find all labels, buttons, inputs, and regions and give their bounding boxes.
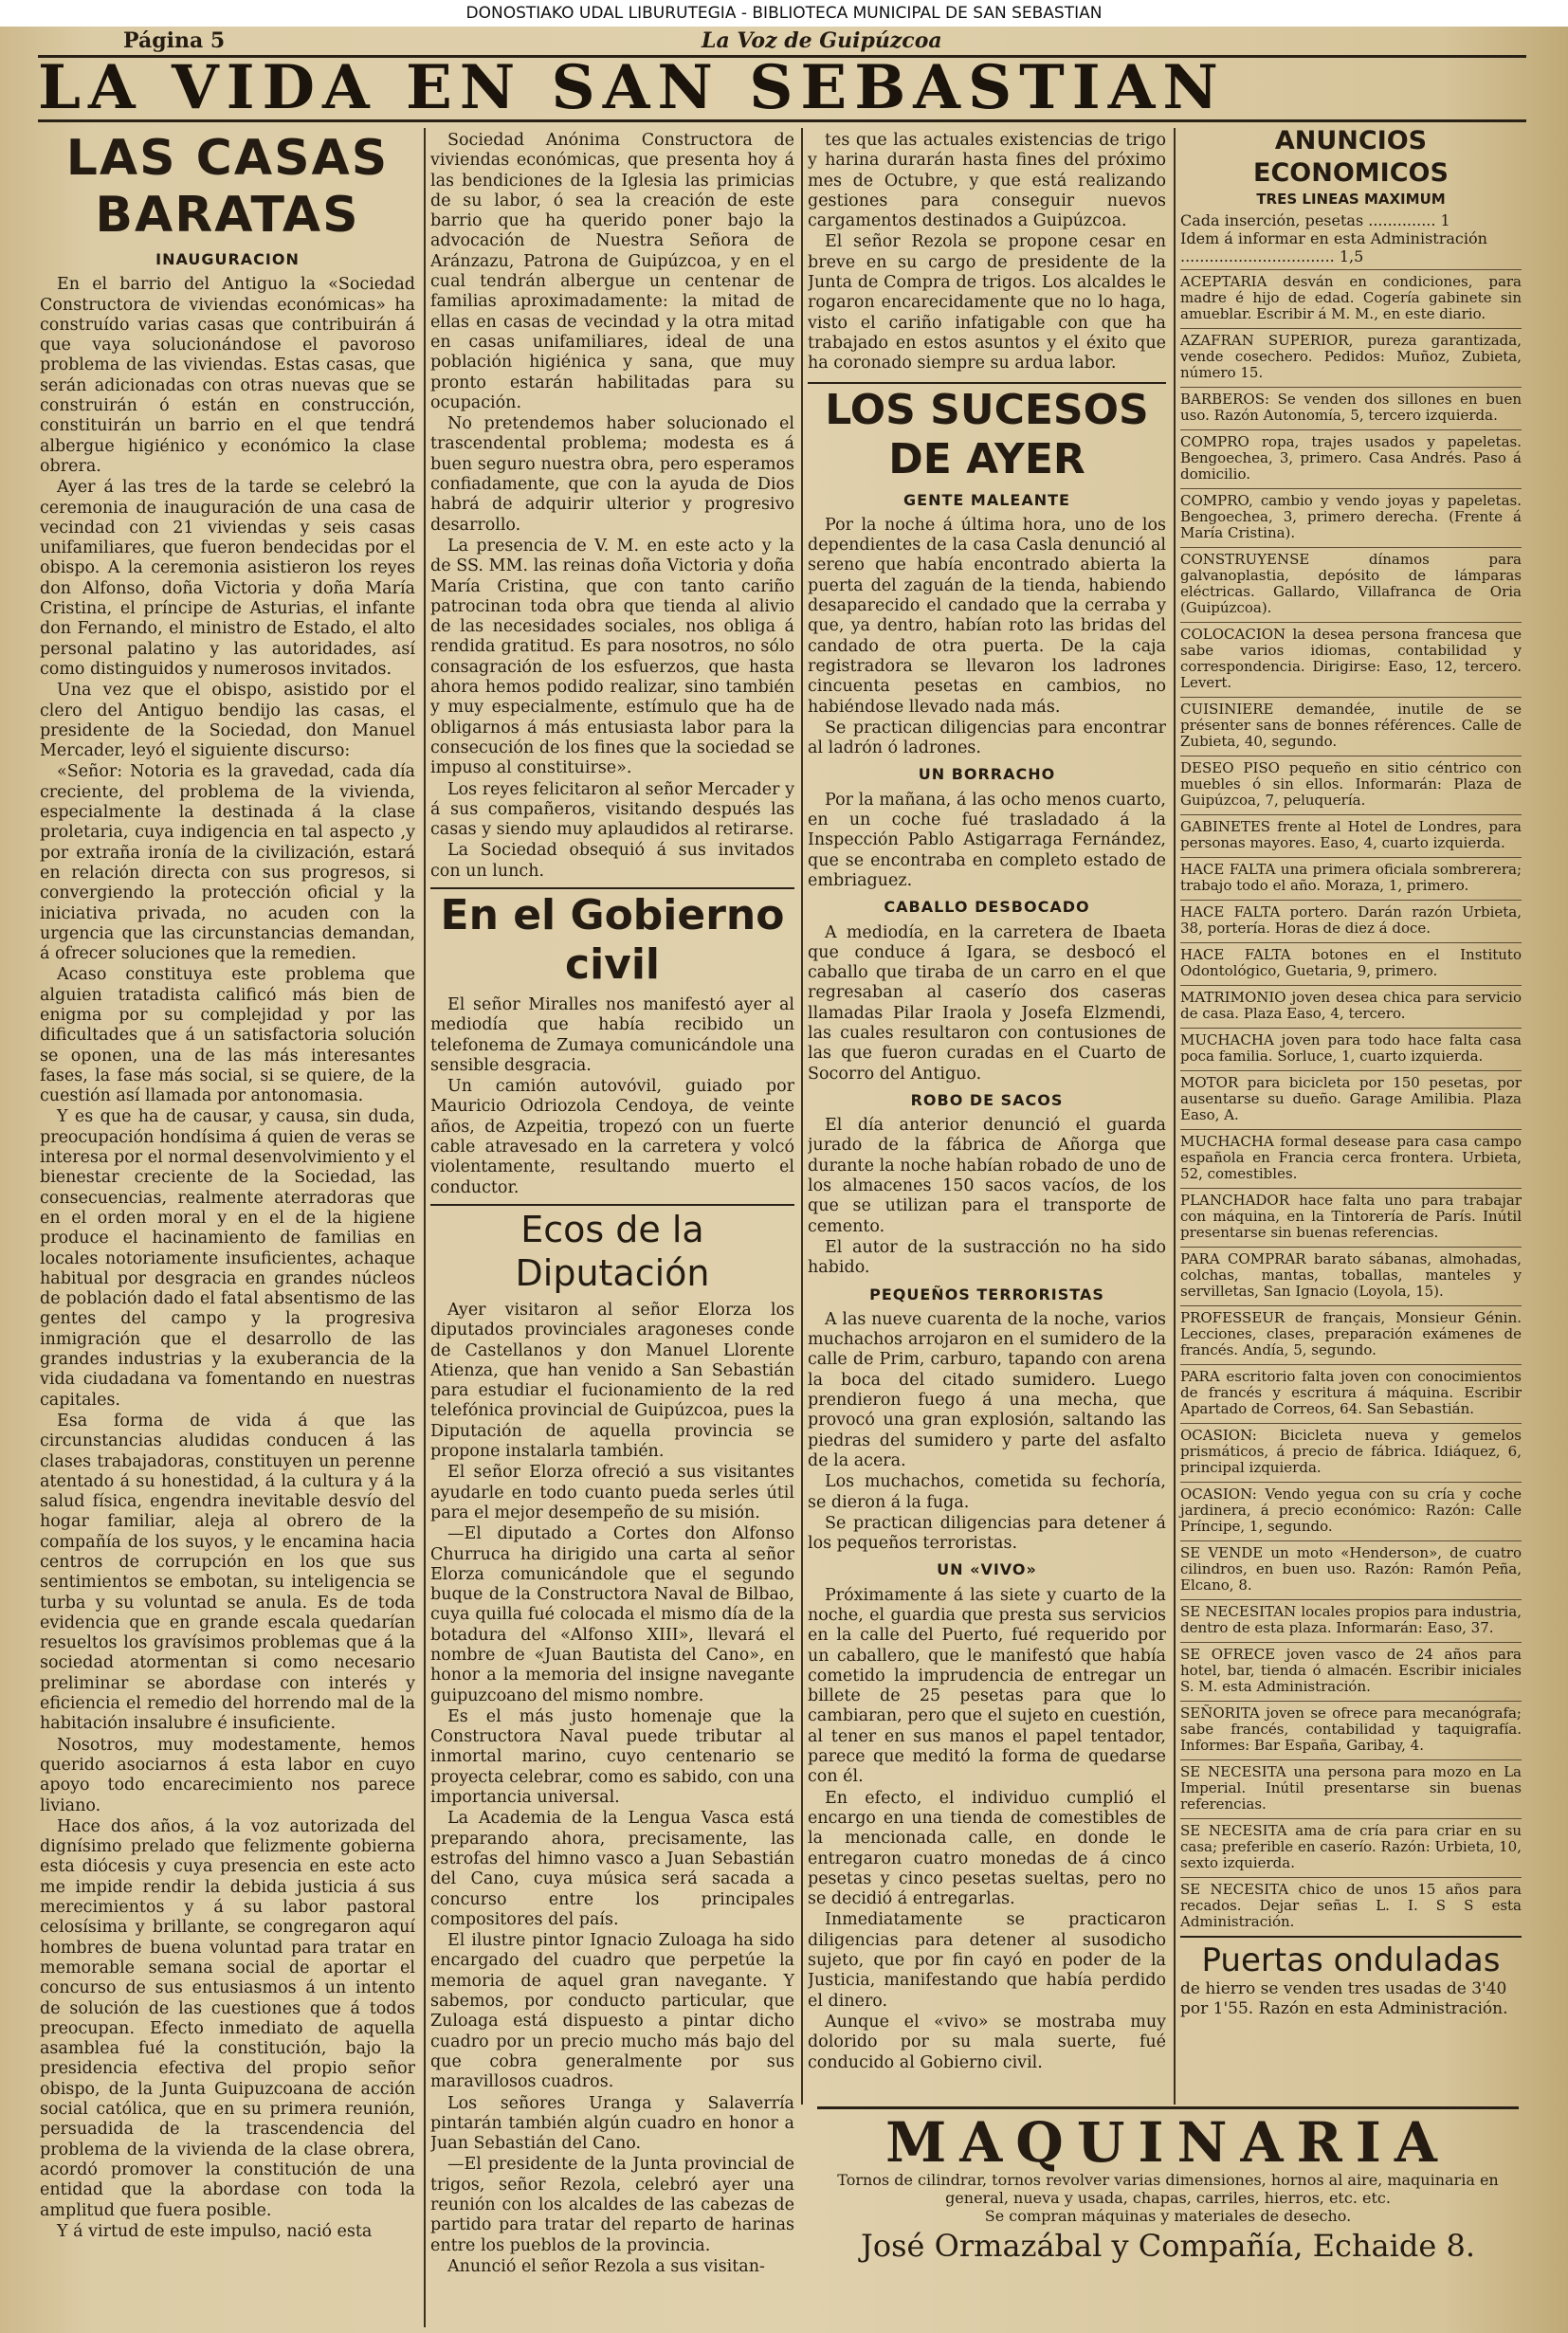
classified-ad: SE NECESITAN locales propios para industria, dentro de esta plaza. Informarán: Easo, 37. [1180,1599,1522,1640]
article-paragraph: El señor Rezola se propone cesar en breve en su cargo de presidente de la Junta de Compra de trigos. Los alcaldes le rogaron encarecidamente que no lo haga, visto el cariño infatigable con que ha trabajado en estos asuntos y el éxito que ha coronado siempre su ardua labor. [808,232,1166,374]
classified-ad: MUCHACHA formal desease para casa campo española en Francia cerca frontera. Urbieta, 52, comestibles. [1180,1129,1522,1186]
suceso-heading: CABALLO DESBOCADO [884,898,1090,917]
article-paragraph: Por la mañana, á las ocho menos cuarto, en un coche fué trasladado á la Inspección Pablo Astigarraga Fernández, que se encontraba en completo estado de embriaguez. [808,790,1166,890]
article-paragraph: Se practican diligencias para detener á los pequeños terroristas. [808,1513,1166,1554]
classified-ad: SEÑORITA joven se ofrece para mecanógrafa; sabe francés, contabilidad y taquigrafía. Informes: Bar España, Garibay, 4. [1180,1701,1522,1758]
classified-ad: COLOCACION la desea persona francesa que sabe varios idiomas, contabilidad y correspondencia. Dirigirse: Easo, 12, tercero. Levert. [1180,622,1522,695]
classified-ad: SE OFRECE joven vasco de 24 años para hotel, bar, tienda ó almacén. Escribir iniciales S. M. esta Administración. [1180,1642,1522,1699]
article-paragraph: A las nueve cuarenta de la noche, varios muchachos arrojaron en el sumidero de la calle de Prim, carburo, tapando con arena la boca del citado sumidero. Luego prendieron fuego á una mecha, que provocó una gran explosión, saltando las piedras del sumidero y parte del asfalto de la acera. [808,1309,1166,1470]
maquinaria-ad [817,2110,1519,2267]
article-paragraph: Próximamente á las siete y cuarto de la noche, el guardia que presta sus servicios en la calle del Puerto, fué requerido por un caballero, que le manifestó que había cometido la imprudencia de entregar un billete de 25 pesetas para que lo cambiaran, pero que el sujeto en cuestión, al tener en sus manos el papel tentador, parece que meditó la forma de quedarse con él. [808,1585,1166,1787]
article-paragraph: La Academia de la Lengua Vasca está preparando ahora, precisamente, las estrofas del himno vasco a Juan Sebastián del Cano, cuya música será sacada a concurso entre los principales compositores del país. [430,1809,794,1929]
classified-ad: PROFESSEUR de français, Monsieur Génin. Lecciones, clases, preparación exámenes de francés. Andía, 5, segundo. [1180,1305,1522,1362]
column-3 [808,131,1166,2107]
maquinaria-text-2: Se compran máquinas y materiales de desecho. [984,2207,1352,2225]
article-paragraph: El señor Miralles nos manifestó ayer al mediodía que había recibido un telefonema de Zumaya comunicándole una sensible desgracia. [430,994,794,1075]
article-paragraph: Nosotros, muy modestamente, hemos querido asociarnos á esta labor en cuyo apoyo todo encarecimiento nos parece liviano. [40,1735,415,1815]
classified-ad: AZAFRAN SUPERIOR, pureza garantizada, vende cosechero. Pedidos: Muñoz, Zubieta, número 15. [1180,328,1522,385]
article-paragraph: El día anterior denunció el guarda jurado de la fábrica de Añorga que durante la noche habían robado de uno de los almacenes 150 sacos vacíos, de los que se utilizan para el transporte de cemento. [808,1116,1166,1236]
article-paragraph: Esa forma de vida á que las circunstancias aludidas conducen á las clases trabajadoras, constituyen un perenne atentado á su honestidad, á la cultura y á la salud física, engendra inevitable desvío del hogar familiar, aleja al obrero de la compañía de los suyos, y le encamina hacia centros de corrupción en los que sus sentimientos se embotan, su inteligencia se turba y su voluntad se anula. Es de toda evidencia que en grande escala quedarían resueltos los gravísimos problemas que á la sociedad atormentan si como necesario preliminar se abordase con interés y eficiencia el remedio del horrendo mal de la habitación insalubre é insuficiente. [40,1411,415,1734]
article-paragraph: Un camión autovóvil, guiado por Mauricio Odriozola Cendoya, de veinte años, de Azpeitia, tropezó con un fuerte cable atravesado en la carretera y volcó violentamente, resultando muerto el conductor. [430,1077,794,1197]
suceso-heading: UN «VIVO» [937,1560,1037,1579]
maquinaria-firm: José Ormazábal y Compañía, Echaide 8. [861,2228,1475,2264]
page-header [38,28,1545,53]
header-rule [38,55,1526,58]
classified-ad: MOTOR para bicicleta por 150 pesetas, por ausentarse su dueño. Garage Amilibia. Plaza Easo, A. [1180,1070,1522,1127]
classified-ad: SE NECESITA ama de cría para criar en su casa; preferible en caserío. Razón: Urbieta, 10, sexto izquierda. [1180,1818,1522,1875]
article-paragraph: Una vez que el obispo, asistido por el clero del Antiguo bendijo las casas, el presidente de la Sociedad, don Manuel Mercader, leyó el siguiente discurso: [40,681,415,761]
classified-ads [1180,125,1522,2019]
article-paragraph: —El presidente de la Junta provincial de trigos, señor Rezola, celebró ayer una reunión con los alcaldes de las cabezas de partido para tratar del reparto de harinas entre los pueblos de la provincia. [430,2155,794,2255]
suceso-heading: ROBO DE SACOS [910,1090,1064,1109]
article-paragraph: tes que las actuales existencias de trigo y harina durarán hasta fines del próximo mes de Octubre, y que está realizando gestiones para conseguir nuevos cargamentos destinados a Guipúzcoa. [808,131,1166,231]
classified-ad: COMPRO ropa, trajes usados y papeletas. Bengoechea, 3, primero. Casa Andrés. Paso á domicilio. [1180,429,1522,486]
section-masthead: LA VIDA EN SAN SEBASTIAN [38,59,1226,118]
maquinaria-title: MAQUINARIA [885,2110,1450,2175]
article-paragraph: A mediodía, en la carretera de Ibaeta que conduce á Igara, se desbocó el caballo que tiraba de un carro en el que regresaban al caserío dos caseras llamadas Pilar Iraola y Josefa Elzmendi, las cuales resultaron con contusiones de las que fueron curadas en el Cuarto de Socorro del Antiguo. [808,922,1166,1084]
classified-ad: HACE FALTA portero. Darán razón Urbieta, 38, portería. Horas de diez á doce. [1180,900,1522,940]
classified-ad: OCASION: Bicicleta nueva y gemelos prismáticos, á precio de fábrica. Idiáquez, 6, principal izquierda. [1180,1423,1522,1480]
article-paragraph: —El diputado a Cortes don Alfonso Churruca ha dirigido una carta al señor Elorza comunicándole que el segundo buque de la Constructora Naval de Bilbao, cuya quilla fué colocada el mismo día de la botadura del «Alfonso XIII», llevará el nombre de «Juan Bautista del Cano», en honor a la memoria del insigne navegante guipuzcoano del mismo nombre. [430,1524,794,1705]
classified-ad: SE VENDE un moto «Henderson», de cuatro cilindros, en buen uso. Razón: Ramón Peña, Elcano, 8. [1180,1540,1522,1597]
newspaper-name: La Voz de Guipúzcoa [702,28,942,53]
article-paragraph: Los muchachos, cometida su fechoría, se dieron á la fuga. [808,1472,1166,1512]
article-paragraph: Sociedad Anónima Constructora de viviendas económicas, que presenta hoy á las bendiciones de la Iglesia las primicias de su labor, ó sea la creación de este barrio que ha querido poner bajo la advocación de Nuestra Señora de Aránzazu, Patrona de Guipúzcoa, y en el cual tendrán albergue un centenar de familias aproximadamente: la mitad de ellas en casas de vecindad y la otra mitad en casas unifamiliares, ideal de una población higiénica y sana, que muy pronto estarán habilitadas para su ocupación. [430,131,794,412]
article-paragraph: «Señor: Notoria es la gravedad, cada día creciente, del problema de la vivienda, especialmente la destinada á la clase proletaria, cuya indigencia en tal aspecto ,y por extraña ironía de la civilización, estará en relación directa con sus progresos, si convergiendo la protección oficial y la iniciativa privada, no acuden con la urgencia que las circunstancias demandan, á ofrecer soluciones que la remedien. [40,762,415,964]
classified-ad: OCASION: Vendo yegua con su cría y coche jardinera, á precio económico: Razón: Calle Príncipe, 1, segundo. [1180,1482,1522,1539]
article-paragraph: Por la noche á última hora, uno de los dependientes de la casa Casla denunció al sereno que había encontrado abierta la puerta del zaguán de la tienda, habiendo desaparecido el candado que la cerraba y que, ya dentro, habían roto las bridas del candado de otra puerta. De la caja registradora se llevaron los ladrones cincuenta pesetas en cambios, no habiéndose llevado nada más. [808,515,1166,717]
article-paragraph: Se practican diligencias para encontrar al ladrón ó ladrones. [808,718,1166,758]
ad-rate: Cada inserción, pesetas .............. 1 [1180,211,1450,229]
classified-ad: MUCHACHA joven para todo hace falta casa poca familia. Sorluce, 1, cuarto izquierda. [1180,1028,1522,1068]
article-paragraph: Acaso constituya este problema que alguien tratadista calificó más bien de enigma por su complejidad y por las dificultades que á un satisfactoria solución se oponen, una de las más interesantes fases, la fase más social, si se quiere, de la cuestión así llamada por antonomasia. [40,965,415,1106]
column-1 [40,128,415,2327]
library-banner: DONOSTIAKO UDAL LIBURUTEGIA - BIBLIOTECA MUNICIPAL DE SAN SEBASTIAN [0,0,1568,27]
ad-rate: Idem á informar en esta Administración ................................ 1,5 [1180,229,1487,265]
article-paragraph: La presencia de V. M. en este acto y la de SS. MM. las reinas doña Victoria y doña María Cristina, que con tanto cariño patrocinan toda obra que tienda al alivio de las necesidades sociales, nos obliga á rendida gratitud. Es para nosotros, no sólo consagración de los esfuerzos, que hasta ahora hemos podido realizar, sino también y muy especialmente, estímulo que ha de obligarnos á más entusiasta labor para la consecución de los fines que la sociedad se impuso al constituirse». [430,536,794,778]
column-divider [801,128,803,2105]
suceso-heading: UN BORRACHO [918,765,1056,784]
article-paragraph: El ilustre pintor Ignacio Zuloaga ha sido encargado del cuadro que perpetúe la memoria de aquel gran navegante. Y sabemos, por conducto particular, que Zuloaga está dispuesto a pintar dicho cuadro por un precio mucho más bajo del que cobra generalmente por sus maravillosos cuadros. [430,1931,794,2092]
classified-ad: CUISINIERE demandée, inutile de se présenter sans de bonnes références. Calle de Zubieta, 40, segundo. [1180,697,1522,754]
article-paragraph: En efecto, el individuo cumplió el encargo en una tienda de comestibles de la mencionada calle, en donde le entregaron cuatro monedas de á cinco pesetas y cinco pesetas sueltas, pero no se decidió á entregarlas. [808,1788,1166,1909]
page-number: Página 5 [123,28,226,53]
maquinaria-text: Tornos de cilindrar, tornos revolver varias dimensiones, hornos al aire, maquinaria en general, nueva y usada, chapas, carriles, hierros, etc. etc. [837,2171,1499,2207]
classified-ad: CONSTRUYENSE dínamos para galvanoplastia, depósito de lámparas eléctricas. Gallardo, Villafranca de Oria (Guipúzcoa). [1180,547,1522,620]
classified-ad: SE NECESITA una persona para mozo en La Imperial. Inútil presentarse sin buenas referencias. [1180,1759,1522,1816]
suceso-heading: GENTE MALEANTE [903,490,1070,509]
classified-ad: COMPRO, cambio y vendo joyas y papeletas. Bengoechea, 3, primero derecha. (Frente á María Cristina). [1180,488,1522,545]
article-paragraph: El señor Elorza ofreció a sus visitantes ayudarle en todo cuanto pueda serles útil para el mejor desempeño de su misión. [430,1463,794,1522]
article-paragraph: La Sociedad obsequió á sus invitados con un lunch. [430,841,794,881]
article-paragraph: Ayer visitaron al señor Elorza los diputados provinciales aragoneses conde de Castellanos y don Manuel Llorente Atienza, que han venido a San Sebastián para estudiar el fucionamiento de la red telefónica provincial de Guipúzcoa, pues la Diputación de aquella provincia se propone instalarla también. [430,1300,794,1462]
column-divider [1174,128,1176,2105]
diputacion-title: Ecos de la Diputación [515,1208,710,1294]
column-2 [430,131,794,2330]
article-paragraph: Hace dos años, á la voz autorizada del dignísimo prelado que felizmente gobierna esta diócesis y cuya presencia en este acto me impide rendir la debida justicia á sus merecimientos y á su labor pastoral celosísima y brillante, se congregaron aquí hombres de buena voluntad para tratar en memorable semana social de aportar el concurso de sus entusiasmos á un intento de solución de las cuestiones que á todos preocupan. Efecto inmediato de aquella asamblea fué la constitución, bajo la presidencia efectiva del propio señor obispo, de la Junta Guipuzcoana de acción social católica, que en su primera reunión, persuadida de la trascendencia del problema de la vivienda de la clase obrera, acordó promover la constitución de una entidad que la abordase con toda la amplitud que fuera posible. [40,1816,415,2220]
puertas-title: Puertas onduladas [1180,1936,1522,1979]
classified-ad: HACE FALTA una primera oficiala sombrerera; trabajo todo el año. Moraza, 1, primero. [1180,857,1522,898]
article-paragraph: Y es que ha de causar, y causa, sin duda, preocupación hondísima á quien de veras se interesa por el normal desenvolvimiento y el bienestar creciente de la Sociedad, las consecuencias, realmente aterradoras que en el orden moral y en el de la higiene produce el hacinamiento de familias en locales notoriamente insuficientes, achaque habitual por desgracia en grandes núcleos de población dado el fatal absentismo de las gentes del campo y la progresiva inmigración que el desarrollo de las grandes industrias y la exuberancia de la vida ciudadana va fomentando en nuestras capitales. [40,1107,415,1410]
article-paragraph: No pretendemos haber solucionado el trascendental problema; modesta es á buen seguro nuestra obra, pero esperamos confiadamente, que con la ayuda de Dios habrá de adquirir ulterior y progresivo desarrollo. [430,414,794,535]
classified-ad: BARBEROS: Se venden dos sillones en buen uso. Razón Autonomía, 5, tercero izquierda. [1180,387,1522,428]
ad-list [1180,269,1522,1934]
classified-ad: GABINETES frente al Hotel de Londres, para personas mayores. Easo, 4, cuarto izquierda. [1180,814,1522,855]
classified-ad: SE NECESITA chico de unos 15 años para recados. Dejar señas L. I. S S esta Administración. [1180,1877,1522,1934]
masthead-rule [38,119,1526,122]
article-paragraph: En el barrio del Antiguo la «Sociedad Constructora de viviendas económicas» ha construído varias casas que contribuirán á que vaya solucionándose el pavoroso problema de las viviendas. Estas casas, que serán adicionadas con otras nuevas que se construirán ó están en construcción, constituirán un barrio en el que tendrá albergue higiénico y económico la clase obrera. [40,275,415,476]
suceso-heading: PEQUEÑOS TERRORISTAS [869,1285,1104,1303]
classified-ad: DESEO PISO pequeño en sitio céntrico con muebles ó sin ellos. Informarán: Plaza de Guipúzcoa, 7, peluquería. [1180,756,1522,812]
classified-ad: ACEPTARIA desván en condiciones, para madre é hijo de edad. Cogería gabinete sin amueblar. Escribir á M. M., en este diario. [1180,269,1522,326]
article-paragraph: Es el más justo homenaje que la Constructora Naval puede tributar al inmortal marino, cuyo centenario se proyecta celebrar, como es sabido, con una importancia universal. [430,1706,794,1808]
ads-title: ANUNCIOS ECONOMICOS [1253,126,1449,188]
article-paragraph: Los reyes felicitaron al señor Mercader y á sus compañeros, visitando después las casas y siendo muy aplaudidos al retirarse. [430,779,794,840]
classified-ad: PARA COMPRAR barato sábanas, almohadas, colchas, mantas, toballas, manteles y servilletas, San Ignacio (Loyola, 15). [1180,1247,1522,1303]
inauguracion-subtitle: INAUGURACION [155,250,300,268]
article-paragraph: El autor de la sustracción no ha sido habido. [808,1237,1166,1278]
article-paragraph: Inmediatamente se practicaron diligencias para detener al susodicho sujeto, que por fin cayó en poder de la Justicia, manifestando que había perdido el dinero. [808,1910,1166,2011]
maquinaria-rule [817,2106,1519,2109]
article-paragraph: Y á virtud de este impulso, nació esta [57,2221,373,2241]
article-paragraph: Los señores Uranga y Salaverría pintarán también algún cuadro en honor a Juan Sebastián del Cano. [430,2093,794,2154]
article-paragraph: Ayer á las tres de la tarde se celebró la ceremonia de inauguración de una casa de vecindad con 21 viviendas y seis casas unifamiliares, que fueron bendecidas por el obispo. A la ceremonia asistieron los reyes don Alfonso, doña Victoria y doña María Cristina, el príncipe de Asturias, el infante don Fernando, el ministro de Estado, el alto personal palatino y las autoridades, así como distinguidos y numerosos invitados. [40,478,415,679]
ads-subtitle: TRES LINEAS MAXIMUM [1256,191,1446,208]
column-divider [424,128,426,2327]
casas-baratas-title: LAS CASAS BARATAS [65,130,390,244]
classified-ad: PLANCHADOR hace falta uno para trabajar con máquina, en la Tintorería de París. Inútil presentarse sin buenas referencias. [1180,1188,1522,1245]
classified-ad: HACE FALTA botones en el Instituto Odontológico, Guetaria, 9, primero. [1180,942,1522,983]
classified-ad: MATRIMONIO joven desea chica para servicio de casa. Plaza Easo, 4, tercero. [1180,985,1522,1026]
puertas-text: de hierro se venden tres usadas de 3'40 por 1'55. Razón en esta Administración. [1180,1979,1508,2018]
article-paragraph: Anunció el señor Rezola a sus visitan- [447,2256,765,2276]
classified-ad: PARA escritorio falta joven con conocimientos de francés y escritura á máquina. Escribir Apartado de Correos, 64. San Sebastián. [1180,1364,1522,1421]
gobierno-civil-title: En el Gobierno civil [440,890,785,989]
sucesos-title: LOS SUCESOS DE AYER [825,385,1149,483]
article-paragraph: Aunque el «vivo» se mostraba muy dolorido por su mala suerte, fué conducido al Gobierno civil. [808,2012,1166,2072]
